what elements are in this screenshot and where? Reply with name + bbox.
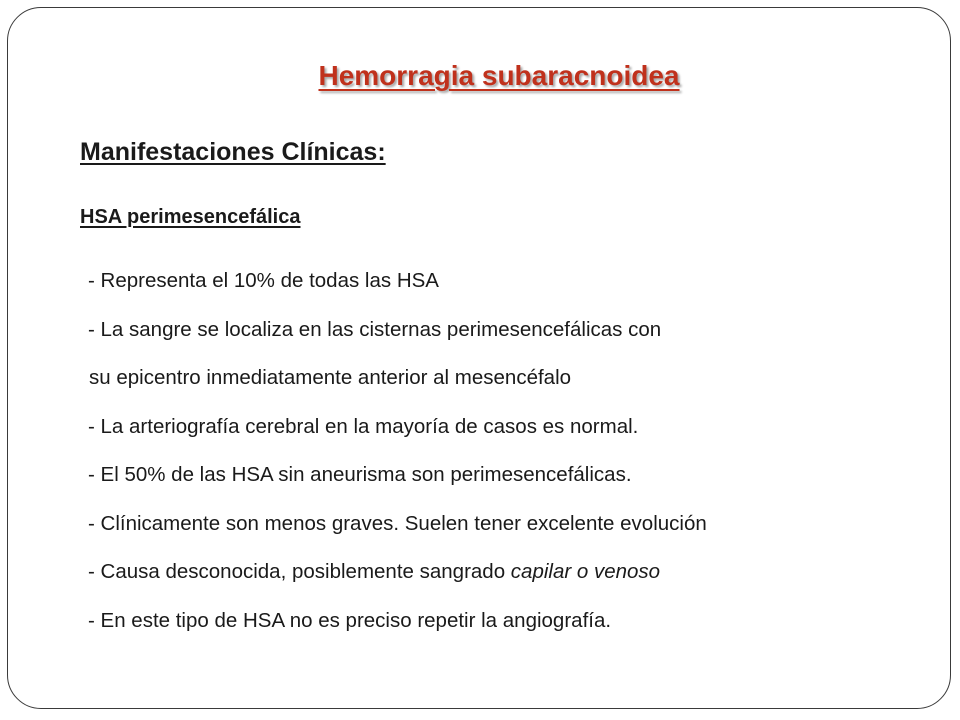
bullet-list — [88, 266, 707, 654]
list-item: - En este tipo de HSA no es preciso repetir la angiografía. — [88, 608, 612, 632]
list-item: - Clínicamente son menos graves. Suelen tener excelente evolución — [88, 511, 707, 535]
list-item: - La sangre se localiza en las cisternas perimesencefálicas con — [88, 317, 662, 341]
slide-title: Hemorragia subaracnoidea — [318, 60, 680, 91]
slide-frame — [7, 7, 951, 709]
list-item-text: - Causa desconocida, posiblemente sangrado — [88, 560, 511, 583]
list-item: - Representa el 10% de todas las HSA — [88, 269, 439, 292]
section-heading: Manifestaciones Clínicas: — [80, 138, 386, 166]
list-item: su epicentro inmediatamente anterior al mesencéfalo — [89, 366, 572, 389]
list-item: - El 50% de las HSA sin aneurisma son perimesencefálicas. — [88, 463, 632, 486]
list-item — [88, 557, 707, 606]
subsection-heading: HSA perimesencefálica — [80, 206, 301, 228]
list-item-italic-text: capilar o venoso — [510, 560, 661, 583]
list-item: - La arteriografía cerebral en la mayoría de casos es normal. — [88, 414, 639, 438]
